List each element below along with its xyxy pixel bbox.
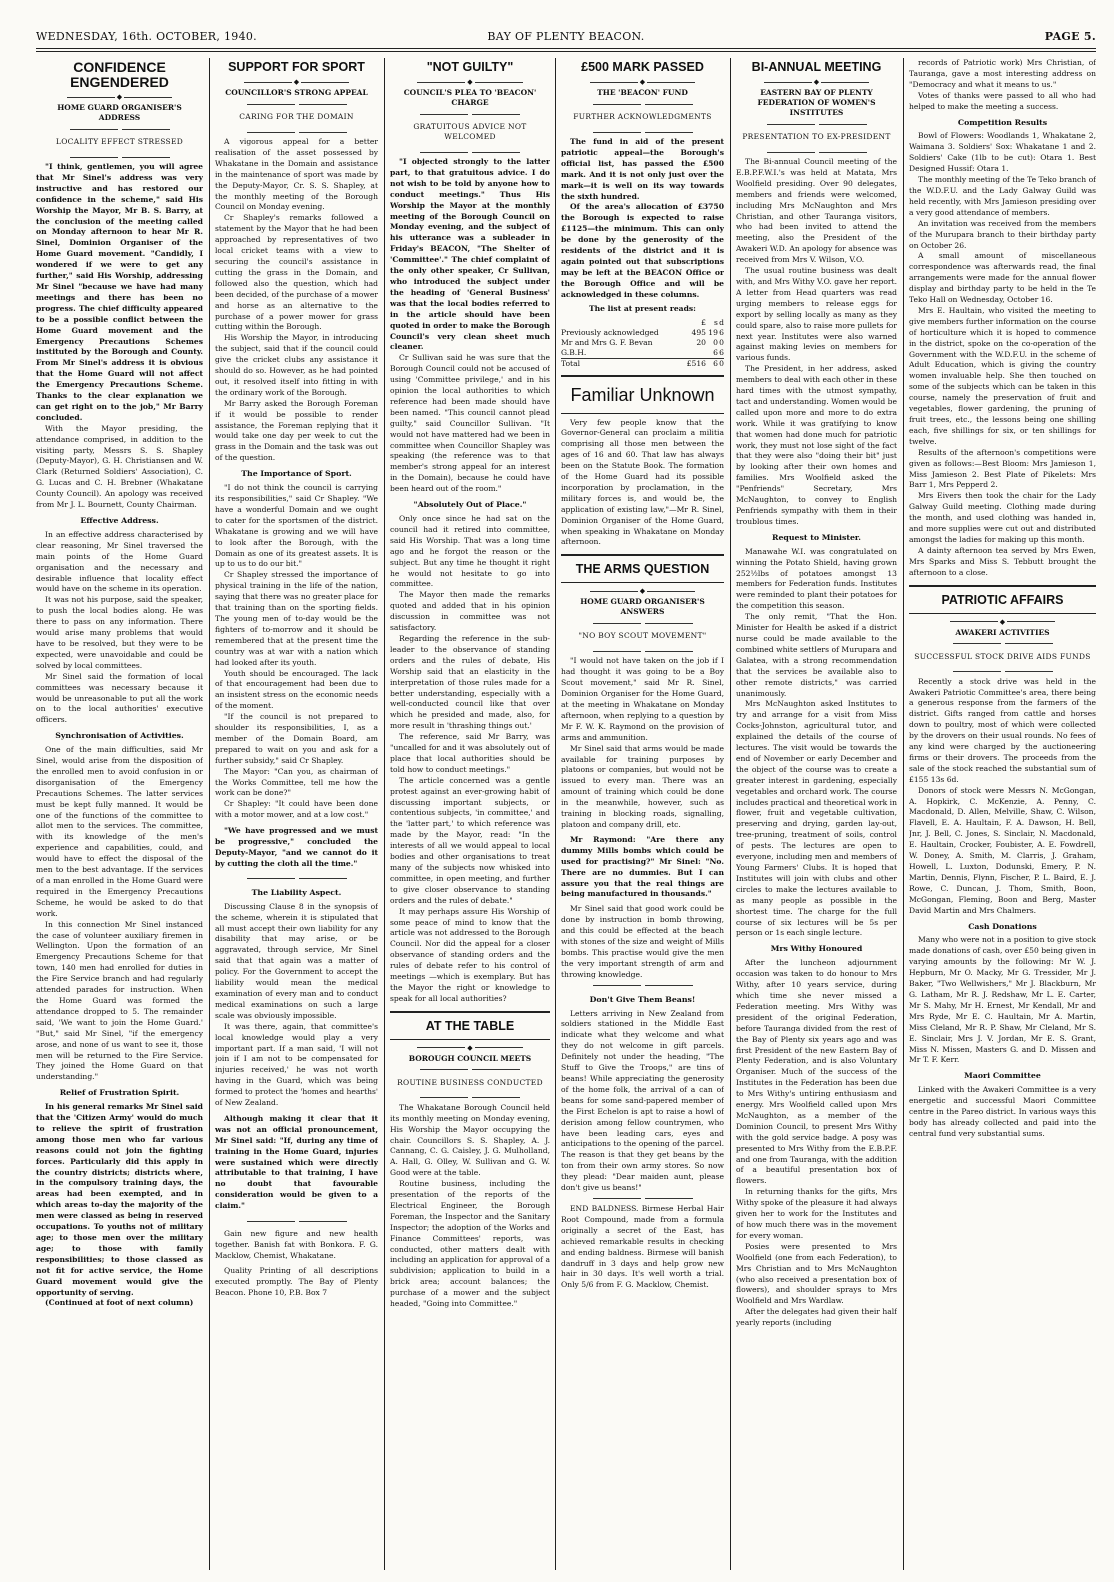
divider: [390, 1094, 550, 1102]
paragraph: The Mayor: "Can you, as chairman of the Works Committee, tell me how the work can be done?": [215, 766, 378, 798]
donor-name: G.B.H.: [561, 347, 587, 357]
paragraph: Mr Barry asked the Borough Foreman if it would be possible to render assistance, the Foreman replying that it would take one day per week to cut the grass in the Domain and the task was out of the question.: [215, 398, 378, 463]
subheading: AWAKERI ACTIVITIES: [955, 627, 1050, 637]
paragraph: Donors of stock were Messrs N. McGongan, A. Hopkirk, C. McKenzie, A. Penny, C. Macdonald, D. Allen, Melville, Shaw, C. Wilson, Flavell, E. A. Haultain, F. A. Dawson, H. Bell, Jnr, J. Bell, C. Jones, S. Sinclair, N. Macdonald, E. Haultain, Crocker, Foubister, A. E. Fowdrell, W. Doney, A. Smith, M. Clarris, J. Graham, Howell, L. Luxton, Dodunski, Emery, P. N. Martin, Dennis, Flynn, Fischer, P. L. Baird, E. J. Rowe, C. Duncan, J. Thom, Smith, Boon, McGongan, Fleming, Boon and Berg, Master David Martin and Mrs Chalmers.: [909, 785, 1096, 915]
paragraph: Cr Shapley's remarks followed a statement by the Mayor that he had been approached by representatives of two local cricket teams with a view to securing the council's assistance in cutting the grass in the Domain, and followed also the question, which had been decided, of the purchase of a mower and horse as an alternative to the purchase of a power mower for grass cutting within the Borough.: [215, 213, 378, 332]
paragraph: It was not his purpose, said the speaker, to push the local bodies along. He was there to pass on any information. There would arise many problems that would have to be resolved, but they were to be expected, were unavoidable and could be solved by local committees.: [36, 595, 203, 670]
total-pence: 0: [719, 358, 724, 368]
paragraph: Posies were presented to Mrs Woolfield (one from each Federation), to Mrs Christian and to Mrs McNaughton (who also received a presentation box of flowers), and shoulder sprays to Mrs Woolfield and Mrs Wardlaw.: [736, 1241, 897, 1306]
subheading: EASTERN BAY OF PLENTY FEDERATION OF WOMEN'S INSTITUTES: [757, 88, 876, 117]
paragraph: records of Patriotic work) Mrs Christian, of Tauranga, gave a most interesting address on "Democracy and what it means to us.": [909, 58, 1096, 89]
subheading: HOME GUARD ORGANISER'S ADDRESS: [57, 103, 182, 122]
section-heading: Mrs Withy Honoured: [770, 944, 863, 954]
masthead-date: WEDNESDAY, 16th. OCTOBER, 1940.: [36, 30, 257, 43]
paragraph: It was there, again, that committee's local knowledge would play a very important part. If a man said, 'I will not join if I am not to be compensated for injuries received,' he was not worth having in the Guard, which was being formed to protect the 'homes and hearths' of New Zealand.: [215, 1021, 378, 1108]
paragraph: Discussing Clause 8 in the synopsis of the scheme, wherein it is stipulated that all must accept their own liability for any disability that may arise, or be aggravated, through service, Mr Sinel said that that again was a matter of policy. For the Government to accept the liability would mean the medical examination of every man and to conduct medical examinations on such a large scale was obviously impossible.: [215, 901, 378, 1020]
paragraph: "I would not have taken on the job if I had thought it was going to be a Boy Scout movement," said Mr R. Sinel, Dominion Organiser for the Home Guard, at the meeting in Whakatane on Monday afternoon, when replying to a question by Mr F. W. K. Raymond on the provision of arms and ammunition.: [561, 656, 724, 742]
paragraph: Mrs Eivers then took the chair for the Lady Galway Guild meeting. Clothing made during the month, and used clothing was handed in, and more supplies were cut out and distributed amongst the ladies for making up this month.: [909, 491, 1096, 544]
paragraph: Cr Shapley: "It could have been done with a motor mower, and at a low cost.": [215, 799, 378, 820]
column-rule: [903, 58, 904, 1570]
total-pounds: £516: [686, 358, 706, 368]
divider: [909, 668, 1096, 676]
paragraph: An invitation was received from the members of the Murupara branch to their birthday party on October 26.: [909, 218, 1096, 250]
subheading: COUNCILLOR'S STRONG APPEAL: [225, 88, 368, 97]
paragraph: Results of the afternoon's competitions were given as follows:—Best Bloom: Mrs Jamieson 1, Miss Jamieson 2. Best Plate of Pikelets: Mrs Barr 1, Mrs Pepperd 2.: [909, 447, 1096, 490]
paragraph: Bowl of Flowers: Woodlands 1, Whakatane 2, Waimana 3. Soldiers' Sox: Whakatane 1 and 2. Soldiers' Cake (1lb to be cut): Otara 1. Best Designed Hussif: Otara 1.: [909, 131, 1096, 174]
subheading: GRATUITOUS ADVICE NOT WELCOMED: [413, 122, 527, 141]
divider: ◆: [215, 78, 378, 86]
paragraph: His Worship the Mayor, in introducing the subject, said that if the council could give the cricket clubs any assistance it should do so. However, as he had pointed out, it resolved itself into fitting in with the ordinary work of the Borough.: [215, 333, 378, 397]
paragraph: Many who were not in a position to give stock made donations of cash, over £50 being given in varying amounts by the following: Mr W. J. Hepburn, Mr O. Macky, Mr G. Tressider, Mr J. Baker, "Two Wellwishers," Mr J. Blackburn, Mr G. Latham, Mr R. J. Redshaw, Mr L. E. Carter, Mr S. Mahy, Mr H. Ernest, Mr Kendall, Mr and Mrs Ryde, Mr E. C. Haultain, Mr A. Martin, Miss Cleland, Mr R. P. Shaw, Mr Cleland, Mr S. E. Sinclair, Mrs J. V. Jordan, Mr E. S. Grant, Miss N. Missen, Masters G. and D. Missen and Mr T. F. Kerr.: [909, 935, 1096, 1065]
headline: CONFIDENCE ENGENDERED: [70, 59, 169, 90]
divider: ◆: [561, 587, 724, 595]
divider: [36, 153, 203, 161]
paragraph: One of the main difficulties, said Mr Sinel, would arise from the disposition of the enrolled men to avoid confusion in or disorganisation of the Emergency Precautions Schemes. The latter services must be kept fully manned. It would be one of the functions of the committee to allot men to the services. The committee, with its knowledge of the men's experience and capabilities, could, and would have to effect the disposal of the men to the best advantage. If the services of a man enrolled in the Home Guard were required in the Emergency Precautions Scheme, he would be asked to do that work.: [36, 745, 203, 918]
headline: Familiar Unknown: [570, 384, 715, 405]
section-heading: The Liability Aspect.: [251, 887, 342, 897]
subheading: LOCALITY EFFECT STRESSED: [55, 137, 184, 146]
section-heading: Relief of Frustration Spirit.: [59, 1088, 180, 1098]
divider: [561, 647, 724, 655]
article-support-for-sport: [215, 58, 378, 1570]
table-row: [561, 338, 724, 348]
pence: 6: [719, 347, 724, 357]
paragraph: In this connection Mr Sinel instanced the case of volunteer auxiliary firemen in Wellington. Upon the formation of an Emergency Precautions Scheme for that town, 140 men had enrolled for duties in the Fire Service branch and had regularly attended parades for instruction. When the Home Guard was formed the attendance dropped to 5. The remainder said, 'We want to join the Home Guard.' "But," said Mr Sinel, "if the emergency arose, and none of us want to see it, those men will be returned to the Fire Service. They joined the Home Guard on that understanding.": [36, 919, 203, 1082]
section-heading: The Importance of Sport.: [241, 469, 352, 479]
masthead-page-number: PAGE 5.: [1044, 30, 1096, 43]
divider: [561, 982, 724, 990]
column-rule: [209, 58, 210, 1570]
divider: [390, 148, 550, 156]
paragraph: Recently a stock drive was held in the Awakeri Patriotic Committee's area, there being a generous response from the farmers of the district. Gifts ranged from cattle and horses down to poultry, most of which were collected by the drovers on their usual rounds. No fees of any kind were charged by the auctioneering firms or their drovers. The proceeds from the sale of the stock reached the substantial sum of £155 13s 6d.: [909, 676, 1096, 784]
paragraph: In his general remarks Mr Sinel said that the 'Citizen Army' would do much to relieve the spirit of frustration among those men who far various reasons could not join the fighting forces. Particularly did this apply in the country districts; districts where, in the compulsory training days, the areas had been exempted, and in which areas to-day the majority of the men were classed as being in reserved occupations. To youths not of military age; to those men over the military age; to those with family responsibilities; to those classed as not fit for active service, the Home Guard movement would give the opportunity of serving.: [36, 1102, 203, 1297]
column-header: d: [719, 317, 724, 327]
advertisement: Quality Printing of all descriptions executed promptly. The Bay of Plenty Beacon. Phone 10, P.B. Box 7: [215, 1265, 378, 1297]
divider: [561, 1195, 724, 1203]
divider: [215, 875, 378, 883]
divider: [215, 128, 378, 136]
pence: 6: [719, 327, 724, 337]
paragraph: A vigorous appeal for a better realisation of the asset possessed by Whakatane in the Domain and assistance in the maintenance of sport was made by the Deputy-Mayor, Cr. S. S. Shapley, at the monthly meeting of the Borough Council on Monday evening.: [215, 137, 378, 212]
divider: [390, 1066, 550, 1074]
subheading: ROUTINE BUSINESS CONDUCTED: [397, 1077, 543, 1087]
paragraph: Cr Sullivan said he was sure that the Borough Council could not be accused of using 'Committee privilege,' and in his opinion the local authorities to which reference had been made should have been named. "This council cannot plead guilty," said Councillor Sullivan. "It would not have mattered had we been in committee when Councillor Shapley was speaking (the reference was to that member's strong appeal for an interest in the Domain), because he could have been heard out of the room.": [390, 353, 550, 494]
paragraph: The President, in her address, asked members to deal with each other in these hard times with the utmost sympathy, tact and understanding. Women would be called upon more and more to do extra work. While it was gratifying to know that women had done much for patriotic work, they must not lose sight of the fact that they were also "doing their bit" just by looking after their own homes and families. Mrs Woolfield asked the "Penfriends" Secretary, Mrs McNaughton, to convey to English Penfriends sympathy with them in their troublous times.: [736, 364, 897, 526]
pounds: [682, 348, 706, 359]
paragraph: The only remit, "That the Hon. Minister for Health be asked if a district nurse could be made available to the combined white settlers of Murupara and Galatea, with a strong recommendation that the services be available also to other remote districts," was carried unanimously.: [736, 612, 897, 698]
paragraph: "If the council is not prepared to shoulder its responsibilities, I, as a member of the Domain Board, am prepared to wait on you and ask for a further subsidy," said Cr Shapley.: [215, 712, 378, 765]
continued-note: (Continued at foot of next column): [45, 1298, 194, 1308]
headline-box: [390, 1011, 550, 1040]
paragraph: The monthly meeting of the Te Teko branch of the W.D.F.U. and the Lady Galway Guild was held recently, with Mrs Jamieson presiding over a very good attendance of members.: [909, 175, 1096, 217]
divider: ◆: [736, 78, 897, 86]
divider: [736, 120, 897, 128]
paragraph: A dainty afternoon tea served by Mrs Ewen, Mrs Sparks and Miss S. Tebbutt brought the afternoon to a close.: [909, 545, 1096, 577]
divider: ◆: [390, 1044, 550, 1052]
subheading: BOROUGH COUNCIL MEETS: [408, 1053, 532, 1063]
subheading: FURTHER ACKNOWLEDGMENTS: [573, 112, 712, 121]
quote: Mr Raymond: "Are there any dummy Mills bombs which could be used for practising?" Mr Sinel: "No. There are no dummies. But I can assure you that the real things are being manufactured in thousands.": [561, 834, 724, 899]
paragraph: Of the area's allocation of £3750 the Borough is expected to raise £1125—the minimum. This can only be done by the generosity of the residents of the district and it is again pointed out that subscriptions may be left at the BEACON Office or the Borough Office and will be acknowledged in these columns.: [561, 202, 724, 299]
divider: ◆: [390, 78, 550, 86]
section-heading: Maori Committee: [964, 1071, 1041, 1081]
article-confidence-engendered: [36, 58, 203, 1570]
paragraph: "I think, gentlemen, you will agree that Mr Sinel's address was very instructive and has restored our confidence in the scheme," said His Worship the Mayor, Mr B. S. Barry, at the conclusion of the meeting called on Monday afternoon to hear Mr R. Sinel, Dominion Organiser of the Home Guard movement. "Candidly, I wondered if we were to get any further," said His Worship, addressing Mr Sinel "because we have had many meetings and there has been no progress. The chief difficulty appeared to be a possible conflict between the Home Guard movement and the Emergency Precautions Schemes instituted by the Borough and County. From Mr Sinel's address it is obvious that the Home Guard will not affect the Emergency Precautions Scheme. Thanks to the clear explanation we can get right on to the job," Mr Barry concluded.: [36, 162, 203, 422]
paragraph: The Bi-annual Council meeting of the E.B.P.F.W.I.'s was held at Matata, Mrs Woolfield presiding. Over 90 delegates, members and friends were welcomed, including Mrs McNaughton and Mrs Christian, and other Tauranga visitors, who had been invited to attend the meeting, also the President of the Awakeri W.D. An apology for absence was received from Mrs V. Wilson, V.O.: [736, 157, 897, 265]
divider: [36, 125, 203, 133]
divider: [736, 148, 897, 156]
top-rule: [36, 48, 1096, 49]
pounds: 495: [691, 327, 706, 337]
total-label: Total: [561, 358, 581, 368]
divider: [215, 100, 378, 108]
pounds: 20: [696, 337, 706, 347]
column-rule: [730, 58, 731, 1570]
headline: "NOT GUILTY": [426, 60, 514, 74]
article-bi-annual-meeting: [736, 58, 897, 1570]
paragraph: The Whakatane Borough Council held its monthly meeting on Monday evening, His Worship the Mayor occupying the chair. Councillors S. S. Shapley, A. J. Cannang, C. G. Caisley, J. G. Mulholland, A. Hall, G. Olley, W. Sullivan and G. W. Good were at the table.: [390, 1102, 550, 1178]
headline: BI-ANNUAL MEETING: [751, 60, 882, 74]
subheading: "NO BOY SCOUT MOVEMENT": [578, 631, 707, 641]
subscription-list: [561, 318, 724, 369]
masthead: [36, 30, 1096, 44]
section-heading: Don't Give Them Beans!: [589, 994, 696, 1004]
donor-name: Previously acknowledged: [561, 327, 659, 337]
paragraph: Routine business, including the presentation of the reports of the Electrical Engineer, the Borough Foreman, the Inspector and the Sanitary Inspector; the adoption of the Works and Finance Committees' reports, was conducted, other matters dealt with including an application for approval of a subdivision; application to build in a brick area; account balances; the purchase of a mower and the subject headed, "Going into Committee.": [390, 1179, 550, 1309]
subheading: HOME GUARD ORGANISER'S ANSWERS: [580, 597, 705, 617]
masthead-paper-title: BAY OF PLENTY BEACON.: [487, 30, 645, 43]
divider: [561, 619, 724, 627]
shillings: 0: [713, 337, 718, 347]
section-heading: Competition Results: [957, 117, 1048, 127]
paragraph: Letters arriving in New Zealand from soldiers stationed in the Middle East indicate what they welcome and what they do not welcome in gift parcels. Definitely not under the heading, "The Stuff to Give the Troops," are tins of beans! While appreciating the generosity of the home folk, the arrival of a can of beans for some sand-papered member of the First Echelon is apt to raise a howl of derision among fellow countrymen, who have been leading cars, eyes and anticipations to the opening of the parcel. The reason is that they get beans by the ton from their own army stores. So now they plead: "Dear maiden aunt, please don't give us beans!": [561, 1008, 724, 1193]
paragraph: The Mayor then made the remarks quoted and added that in his opinion discussion in committee was not satisfactory.: [390, 590, 550, 633]
total-row: [561, 358, 724, 369]
paragraph: "I do not think the council is carrying its responsibilities," said Cr Shapley. "We have a wonderful Domain and we ought to cater for the sportsmen of the district. Whakatane is growing and we will have to look after the Borough, with the Domain as one of its greatest assets. It is up to us to do our bit.": [215, 483, 378, 569]
divider: [561, 128, 724, 136]
paragraph: After the delegates had given their half yearly reports (including: [736, 1307, 897, 1328]
subheading: SUCCESSFUL STOCK DRIVE AIDS FUNDS: [914, 651, 1091, 661]
paragraph: Very few people know that the Governor-General can proclaim a militia comprising all those men between the ages of 16 and 60. That law has always been on the Statute Book. The formation of the Home Guard had its possible incorporation by proclamation, in the military forces is, and would be, the application of existing law,"—Mr R. Sinel, Dominion Organiser of the Home Guard, when speaking in Whakatane on Monday afternoon.: [561, 417, 724, 547]
paragraph: Youth should be encouraged. The lack of that encouragement had been due to an insistent stress on the economic needs of the moment.: [215, 668, 378, 711]
top-rule-2: [36, 51, 1096, 52]
advertisement: END BALDNESS. Birmese Herbal Hair Root Compound, made from a formula originally a secret of the East, has achieved remarkable results in checking and ending baldness. Birmese will banish dandruff in 3 days and help grow new hair in 30 days. It's well worth a trial. Only 5/6 from F. G. Macklow, Chemist.: [561, 1203, 724, 1290]
paragraph: Only once since he had sat on the council had it retired into committee, said His Worship. That was a long time ago and he forgot the reason or the subject. But any time he thought it right he would not hesitate to go into committee.: [390, 514, 550, 589]
headline: £500 MARK PASSED: [581, 60, 704, 74]
paragraph: After the luncheon adjournment occasion was taken to do honour to Mrs Withy, after 10 years service, during which time she never missed a Federation meeting. Mrs Withy was president of the original Federation, before Tauranga divided from the rest of the Bay of Plenty six years ago and was first President of the new Eastern Bay of Plenty Federation, and is also Voluntary Organiser. Much of the success of the Institutes in the Federation has been due to Mrs Withy's untiring enthusiasm and energy. Mrs Woolfield called upon Mrs McNaughton, as a member of the Dominion Council, to present Mrs Withy with the gold service badge. A posy was presented to Mrs Withy from the E.B.P.F. and one from Tauranga, with the addition of a beautiful presentation box of flowers.: [736, 958, 897, 1186]
article-patriotic-affairs: [909, 58, 1096, 1570]
section-heading: Synchronisation of Activities.: [55, 731, 184, 741]
table-row: [561, 328, 724, 338]
paragraph: Mrs E. Haultain, who visited the meeting to give members further information on the course of horticulture which it is hoped to commence in the district, spoke on the co-operation of the Government with the W.D.F.U. in the scheme of Adult Education, which is giving the country women invaluable help. She then touched on some of the subjects which can be taken in this course, namely the preservation of fruit and vegetables, flower gardening, the pruning of fruit trees, etc., the lessons being one shilling each, five shillings for six, or ten shillings for twelve.: [909, 305, 1096, 446]
headline-box: [561, 554, 724, 583]
divider: [390, 110, 550, 118]
column-rule: [555, 58, 556, 1570]
paragraph: Mr Sinel said that arms would be made available for training purposes by platoons or companies, but would not be issued to every man. There was an amount of training which could be done in the meanwhile, however, such as training in blocking roads, signalling, platoon and company drill, etc.: [561, 743, 724, 829]
donor-name: Mr and Mrs G. F. Bevan: [561, 337, 653, 347]
pence: 0: [719, 337, 724, 347]
section-heading: Request to Minister.: [771, 532, 862, 542]
section-heading: Cash Donations: [968, 921, 1037, 931]
headline: SUPPORT FOR SPORT: [228, 60, 365, 74]
divider: ◆: [561, 78, 724, 86]
quote: Although making it clear that it was not an official pronouncement, Mr Sinel said: "If, during any time of training in the Home Guard, injuries were sustained which were directly attributable to that training, I have no doubt that favourable consideration would be given to a claim.": [215, 1113, 378, 1211]
shillings: 6: [713, 347, 718, 357]
divider: ◆: [36, 93, 203, 101]
subheading: PRESENTATION TO EX-PRESIDENT: [742, 132, 891, 141]
shillings: 19: [708, 327, 718, 337]
divider: [561, 100, 724, 108]
paragraph: Votes of thanks were passed to all who had helped to make the meeting a success.: [909, 90, 1096, 111]
paragraph: Linked with the Awakeri Committee is a very energetic and successful Maori Committee centre in the Pareo district. In various ways this body has already collected and paid into the central fund very substantial sums.: [909, 1085, 1096, 1138]
divider: ◆: [909, 618, 1096, 626]
headline: PATRIOTIC AFFAIRS: [941, 592, 1064, 607]
headline: THE ARMS QUESTION: [575, 562, 710, 577]
paragraph: With the Mayor presiding, the attendance comprised, in addition to the visiting party, Messrs S. S. Shapley (Deputy-Mayor), G. H. Christiansen and W. Clark (Returned Soldiers' Association), C. G. Lucas and C. H. Brebner (Whakatane County Council). An apology was received from Mr J. L. Bournett, County Chairman.: [36, 423, 203, 510]
paragraph: In returning thanks for the gifts, Mrs Withy spoke of the pleasure it had always given her to work for the Institutes and of how much there was in the movement for every woman.: [736, 1187, 897, 1240]
paragraph: The usual routine business was dealt with, and Mrs Withy V.O. gave her report. A letter from Head quarters was read urging members to release eggs for export by selling locally as many as they could spare, also to raise more pullets for next year. Institutes were also warned against making levies on members for various funds.: [736, 266, 897, 363]
paragraph: Mr Sinel said the formation of local committees was necessary because it would be unreasonable to put all the work on to the local authorities' executive officers.: [36, 671, 203, 725]
column-header: s: [714, 317, 718, 327]
paragraph: Mrs McNaughton asked Institutes to try and arrange for a visit from Miss Cocks-Johnston, agricultural tutor, and explained the details of the course of lectures. The visit would be towards the end of November or early December and the object of the course was to create a greater interest in gardening, especially vegetables and orchard work. The course includes practical and theoretical work in flower, fruit and vegetable cultivation, preserving and drying, garden lay-out, tree-pruning, treatment of soils, control of pests. The lectures are open to everyone, including men and members of Young Farmers' Clubs. It is hoped that Institutes will join with clubs and other circles to make the lectures available to as many people as possible in the shortest time. The charge for the full course of six lectures will be 5s per person or 1s each single lecture.: [736, 699, 897, 938]
paragraph: Cr Shapley stressed the importance of physical training in the life of the nation, saying that there was no greater place for that training than on the sporting fields. The young men of to-day would be the fighters of to-morrow and it should be remembered that at the present time the country was at war with a nation which had looked after its youth.: [215, 570, 378, 667]
divider: [909, 640, 1096, 648]
paragraph: The reference, said Mr Barry, was "uncalled for and it was absolutely out of place that local authorities should be told how to conduct meetings.": [390, 732, 550, 774]
section-heading: "Absolutely Out of Place.": [413, 500, 527, 510]
table-header-row: [561, 318, 724, 328]
paragraph: Mr Sinel said that good work could be done by instruction in bomb throwing, and this could be effected at the beach with stones of the size and weight of Mills bombs. This practise would give the men the very important strength of arm and throwing knowledge.: [561, 904, 724, 979]
quote: "We have progressed and we must be progressive," concluded the Deputy-Mayor, "and we cannot do it by cutting the cloth all the time.": [215, 826, 378, 868]
subheading: CARING FOR THE DOMAIN: [239, 112, 354, 121]
list-intro: The list at present reads:: [589, 303, 696, 313]
subheading: COUNCIL'S PLEA TO 'BEACON' CHARGE: [403, 88, 537, 107]
paragraph: "I objected strongly to the latter part, to that gratuitous advice. I do not wish to be told by anyone how to conduct meetings." Thus His Worship the Mayor at the monthly meeting of the Borough Council on Monday evening, and the subject of his utterance was a subleader in Friday's BEACON, "The Shelter of 'Committee'." The chief complaint of the only other speaker, Cr Sullivan, who introduced the subject under the heading of 'General Business' was that the local bodies referred to in the article should have been quoted in order to make the Borough Council's very clean sheet much cleaner.: [390, 157, 550, 352]
paragraph: It may perhaps assure His Worship of some peace of mind to know that the article was not addressed to the Borough Council. Nor did the appeal for a closer observance of standing orders and the rules of debate refer to his control of meetings —which is exemplary. But has the Mayor the right or knowledge to speak for all local authorities?: [390, 906, 550, 1003]
total-shillings: 6: [713, 358, 718, 368]
paragraph: Regarding the reference in the sub-leader to the observance of standing orders and the rules of debate, His Worship said that an elasticity in the interpretation of those rules made for a better understanding, especially with a well-conducted council like that over which he presided and made, also, for more result in 'thrashing things out.': [390, 633, 550, 731]
advertisement: Gain new figure and new health together. Banish fat with Bonkora. F. G. Macklow, Chemist, Whakatane.: [215, 1229, 378, 1260]
paragraph: The article concerned was a gentle protest against an ever-growing habit of discussing important subjects, or contentious subjects, 'in committee,' and the 'latter part,' to which reference was made by the Mayor, read: "In the interests of all we would appeal to local bodies and other organisations to treat many of the subjects now whisked into committee, in open meeting, and further to give closer observance to standing orders and the rules of debate.": [390, 775, 550, 905]
article-not-guilty: [390, 58, 550, 1570]
paragraph: Manawahe W.I. was congratulated on winning the Potato Shield, having grown 252½lbs of potatoes amongst 13 members for Federation funds. Institutes were reminded to plant their potatoes for the competition this season.: [736, 546, 897, 611]
subheading: THE 'BEACON' FUND: [597, 88, 688, 97]
paragraph: A small amount of miscellaneous correspondence was afterwards read, the final arrangements were made for the annual flower display and birthday party to be held in the Te Teko Hall on Wednesday, October 16.: [909, 251, 1096, 305]
column-header: £: [701, 317, 706, 327]
paragraph: The fund in aid of the present patriotic appeal—the Borough's official list, has passed the £500 mark. And it is not only just over the mark—it is well on its way towards the sixth hundred.: [561, 137, 724, 201]
table-row: [561, 348, 724, 359]
paragraph: In an effective address characterised by clear reasoning, Mr Sinel traversed the main points of the Home Guard organisation and the necessary and desirable influence that locality effect would have on the scheme in its operation.: [36, 529, 203, 594]
divider: [215, 1217, 378, 1225]
section-heading: Effective Address.: [80, 516, 159, 525]
headline-box: [561, 375, 724, 414]
headline-box: [909, 585, 1096, 614]
article-500-mark-passed: [561, 58, 724, 1570]
column-rule: [384, 58, 385, 1570]
headline: AT THE TABLE: [425, 1018, 515, 1033]
